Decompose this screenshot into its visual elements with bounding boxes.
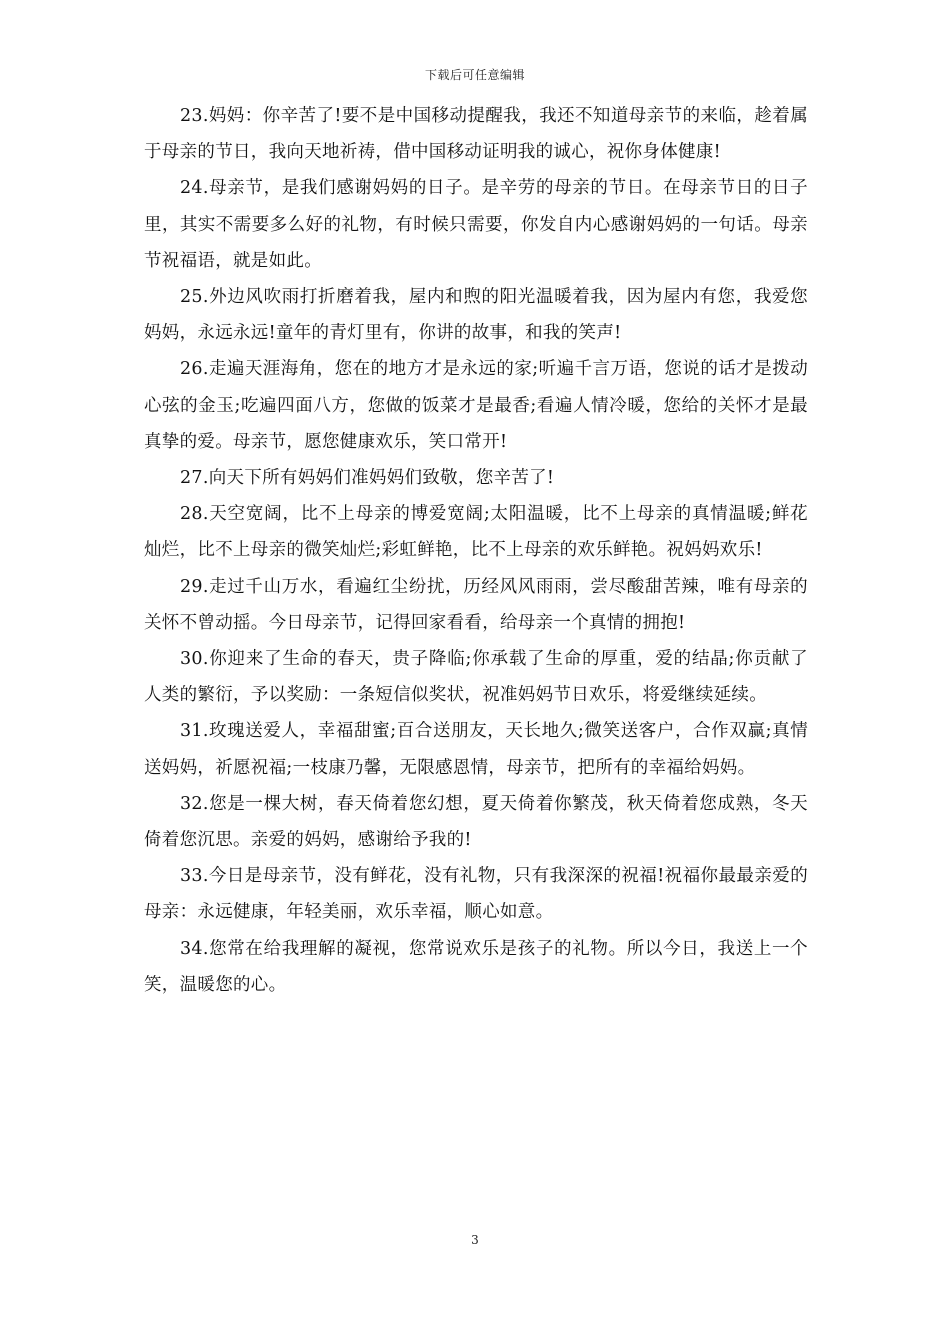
paragraph-31: 31.玫瑰送爱人，幸福甜蜜;百合送朋友，天长地久;微笑送客户，合作双赢;真情送妈妈，祈愿祝福;一枝康乃馨，无限感恩情，母亲节，把所有的幸福给妈妈。	[144, 721, 808, 778]
paragraph-32: 32.您是一棵大树，春天倚着您幻想，夏天倚着你繁茂，秋天倚着您成熟，冬天倚着您沉思。亲爱的妈妈，感谢给予我的!	[144, 793, 808, 851]
paragraph-29: 29.走过千山万水，看遍红尘纷扰，历经风风雨雨，尝尽酸甜苦辣，唯有母亲的关怀不曾动摇。今日母亲节，记得回家看看，给母亲一个真情的拥抱!	[144, 576, 808, 633]
page-number: 3	[471, 1233, 479, 1247]
paragraph-34: 34.您常在给我理解的凝视，您常说欢乐是孩子的礼物。所以今日，我送上一个笑，温暖您的心。	[144, 938, 808, 995]
paragraph-28: 28.天空宽阔，比不上母亲的博爱宽阔;太阳温暖，比不上母亲的真情温暖;鲜花灿烂，比不上母亲的微笑灿烂;彩虹鲜艳，比不上母亲的欢乐鲜艳。祝妈妈欢乐!	[144, 504, 808, 561]
paragraph-27: 27.向天下所有妈妈们准妈妈们致敬，您辛苦了!	[180, 468, 555, 489]
paragraph-24: 24.母亲节，是我们感谢妈妈的日子。是辛劳的母亲的节日。在母亲节日的日子里，其实不需要多么好的礼物，有时候只需要，你发自内心感谢妈妈的一句话。母亲节祝福语，就是如此。	[144, 178, 808, 271]
paragraph-25: 25.外边风吹雨打折磨着我，屋内和煦的阳光温暖着我，因为屋内有您，我爱您妈妈，永远永远!童年的青灯里有，你讲的故事，和我的笑声!	[144, 287, 808, 344]
paragraph-26: 26.走遍天涯海角，您在的地方才是永远的家;听遍千言万语，您说的话才是拨动心弦的金玉;吃遍四面八方，您做的饭菜才是最香;看遍人情冷暖，您给的关怀才是最真挚的爱。母亲节，愿您健康欢乐，笑口常开!	[144, 359, 808, 452]
page-header: 下载后可任意编辑	[424, 68, 525, 82]
document-body	[144, 98, 808, 1003]
paragraph-33: 33.今日是母亲节，没有鲜花，没有礼物，只有我深深的祝福!祝福你最最亲爱的母亲：永远健康，年轻美丽，欢乐幸福，顺心如意。	[144, 866, 808, 923]
paragraph-23: 23.妈妈：你辛苦了!要不是中国移动提醒我，我还不知道母亲节的来临，趁着属于母亲的节日，我向天地祈祷，借中国移动证明我的诚心，祝你身体健康!	[144, 106, 808, 163]
paragraph-30: 30.你迎来了生命的春天，贵子降临;你承载了生命的厚重，爱的结晶;你贡献了人类的繁衍，予以奖励：一条短信似奖状，祝准妈妈节日欢乐，将爱继续延续。	[144, 649, 808, 706]
